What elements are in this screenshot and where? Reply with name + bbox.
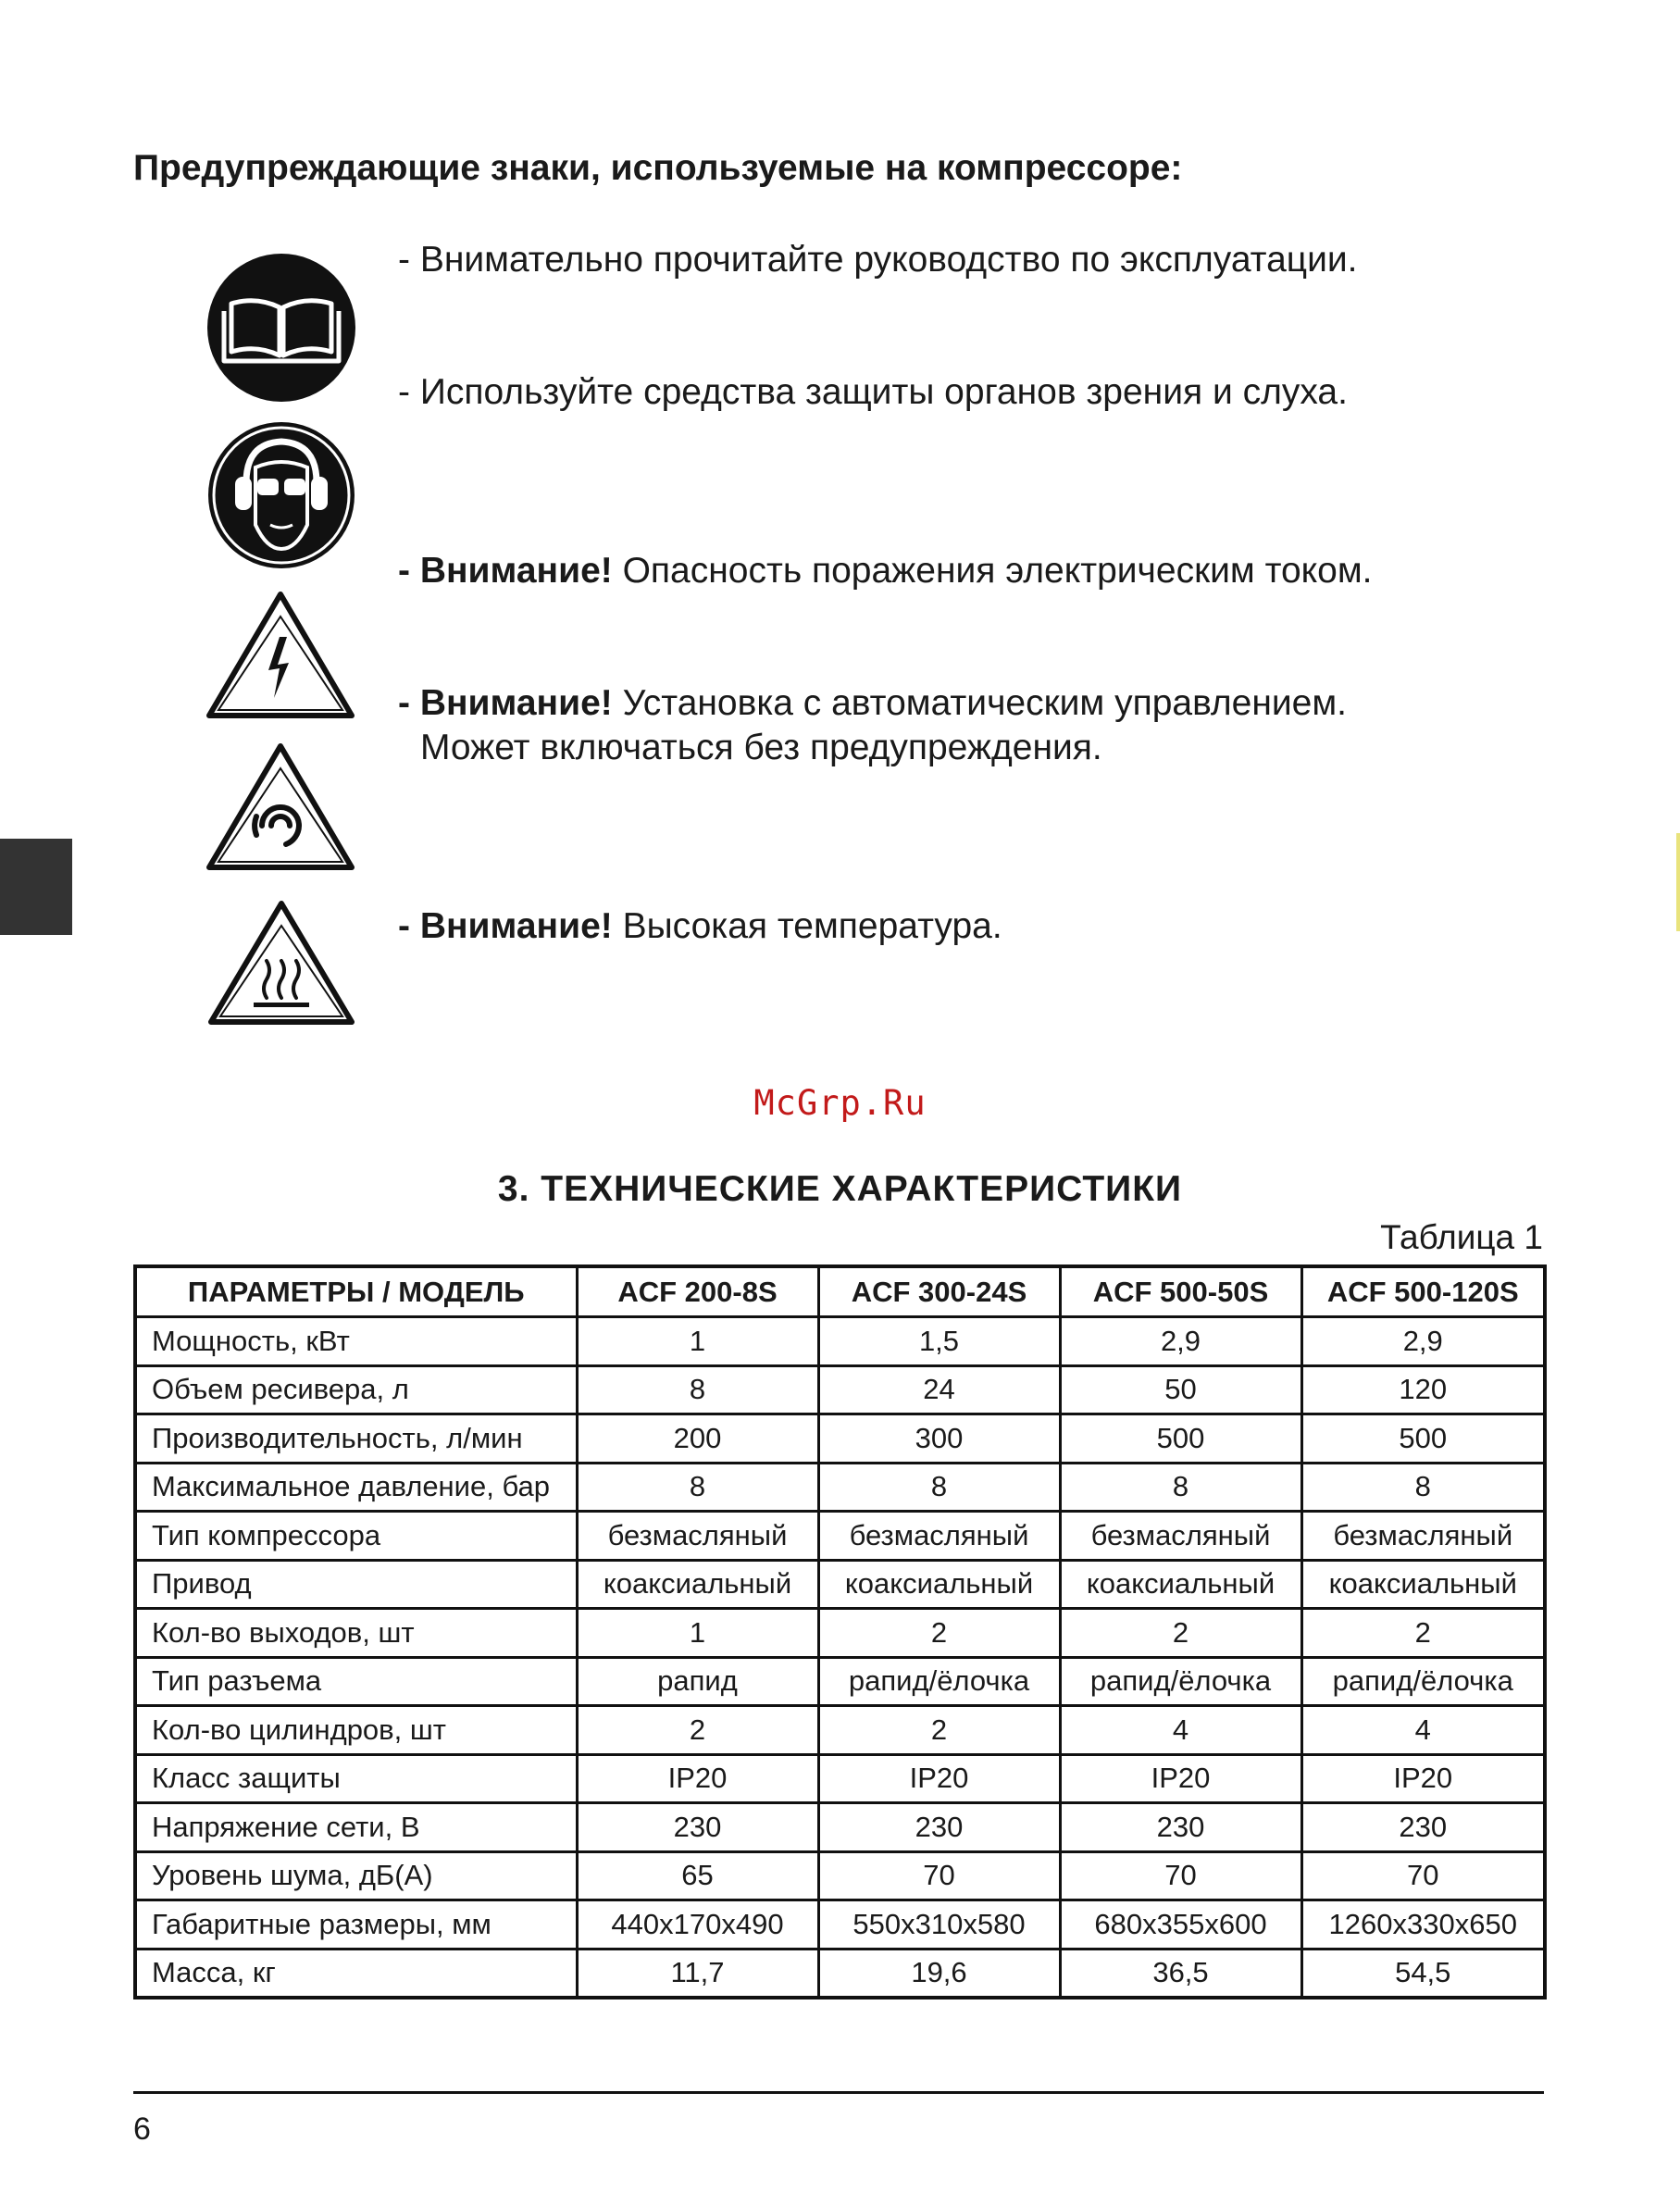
value-cell: рапид/ёлочка <box>1301 1657 1545 1706</box>
value-cell: 230 <box>1301 1803 1545 1852</box>
table-row <box>135 1754 1545 1803</box>
watermark: McGrp.Ru <box>753 1083 927 1123</box>
value-cell: 230 <box>818 1803 1060 1852</box>
header-cell-model: ACF 300-24S <box>818 1266 1060 1317</box>
value-cell: 500 <box>1060 1414 1301 1464</box>
table-label: Таблица 1 <box>1380 1218 1543 1256</box>
value-cell: 65 <box>577 1851 818 1900</box>
section-side-tab <box>0 839 72 935</box>
table-row <box>135 1463 1545 1512</box>
value-cell: 440x170x490 <box>577 1900 818 1950</box>
table-row <box>135 1900 1545 1950</box>
value-cell: 70 <box>1060 1851 1301 1900</box>
value-cell: IP20 <box>818 1754 1060 1803</box>
value-cell: безмасляный <box>818 1512 1060 1561</box>
value-cell: 2 <box>818 1609 1060 1658</box>
value-cell: 8 <box>577 1463 818 1512</box>
value-cell: 120 <box>1301 1365 1545 1414</box>
value-cell: рапид <box>577 1657 818 1706</box>
parameter-cell: Масса, кг <box>135 1949 577 1998</box>
parameter-cell: Мощность, кВт <box>135 1317 577 1366</box>
parameter-cell: Уровень шума, дБ(А) <box>135 1851 577 1900</box>
warning-text-protection: - Используйте средства защиты органов зрения и слуха. <box>398 372 1348 412</box>
table-row <box>135 1949 1545 1998</box>
value-cell: 36,5 <box>1060 1949 1301 1998</box>
value-cell: коаксиальный <box>818 1560 1060 1609</box>
value-cell: 2 <box>1060 1609 1301 1658</box>
table-row <box>135 1657 1545 1706</box>
parameter-cell: Кол-во выходов, шт <box>135 1609 577 1658</box>
section-title: 3. ТЕХНИЧЕСКИЕ ХАРАКТЕРИСТИКИ <box>497 1169 1183 1209</box>
value-cell: 230 <box>577 1803 818 1852</box>
value-cell: 8 <box>818 1463 1060 1512</box>
table-row <box>135 1560 1545 1609</box>
header-cell-model: ACF 500-120S <box>1301 1266 1545 1317</box>
value-cell: коаксиальный <box>1060 1560 1301 1609</box>
value-cell: коаксиальный <box>1301 1560 1545 1609</box>
value-cell: 8 <box>577 1365 818 1414</box>
warning-signs-heading: Предупреждающие знаки, используемые на компрессоре: <box>133 148 1183 188</box>
value-cell: 2 <box>818 1706 1060 1755</box>
value-cell: 1 <box>577 1317 818 1366</box>
value-cell: 200 <box>577 1414 818 1464</box>
value-cell: 24 <box>818 1365 1060 1414</box>
automatic-start-warning-icon <box>204 741 357 872</box>
specifications-table <box>133 1264 1547 1999</box>
value-cell: 500 <box>1301 1414 1545 1464</box>
warning-text-electric: - Внимание! Опасность поражения электрическим током. <box>398 551 1373 591</box>
value-cell: 54,5 <box>1301 1949 1545 1998</box>
value-cell: 11,7 <box>577 1949 818 1998</box>
value-cell: 300 <box>818 1414 1060 1464</box>
value-cell: 230 <box>1060 1803 1301 1852</box>
page-number: 6 <box>133 2112 151 2147</box>
page-edge-mark <box>1676 833 1680 931</box>
value-cell: 4 <box>1301 1706 1545 1755</box>
value-cell: 19,6 <box>818 1949 1060 1998</box>
value-cell: 2 <box>577 1706 818 1755</box>
value-cell: 8 <box>1060 1463 1301 1512</box>
table-row <box>135 1414 1545 1464</box>
parameter-cell: Привод <box>135 1560 577 1609</box>
value-cell: безмасляный <box>1060 1512 1301 1561</box>
table-row <box>135 1365 1545 1414</box>
value-cell: 2,9 <box>1301 1317 1545 1366</box>
table-row <box>135 1803 1545 1852</box>
value-cell: 1 <box>577 1609 818 1658</box>
value-cell: 2,9 <box>1060 1317 1301 1366</box>
value-cell: 8 <box>1301 1463 1545 1512</box>
value-cell: 1,5 <box>818 1317 1060 1366</box>
parameter-cell: Тип разъема <box>135 1657 577 1706</box>
hot-surface-warning-icon <box>205 898 357 1028</box>
warning-text-autostart-line2: Может включаться без предупреждения. <box>420 728 1102 767</box>
value-cell: 2 <box>1301 1609 1545 1658</box>
warning-text-hot: - Внимание! Высокая температура. <box>398 906 1002 946</box>
parameter-cell: Габаритные размеры, мм <box>135 1900 577 1950</box>
parameter-cell: Тип компрессора <box>135 1512 577 1561</box>
value-cell: IP20 <box>1301 1754 1545 1803</box>
eye-ear-protection-icon <box>205 421 357 569</box>
table-row <box>135 1512 1545 1561</box>
value-cell: рапид/ёлочка <box>1060 1657 1301 1706</box>
value-cell: IP20 <box>577 1754 818 1803</box>
table-row <box>135 1317 1545 1366</box>
electric-shock-warning-icon <box>204 589 357 720</box>
table-row <box>135 1851 1545 1900</box>
parameter-cell: Объем ресивера, л <box>135 1365 577 1414</box>
value-cell: 70 <box>1301 1851 1545 1900</box>
value-cell: 680x355x600 <box>1060 1900 1301 1950</box>
value-cell: коаксиальный <box>577 1560 818 1609</box>
value-cell: безмасляный <box>1301 1512 1545 1561</box>
footer-rule <box>133 2091 1544 2094</box>
table-row <box>135 1706 1545 1755</box>
parameter-cell: Напряжение сети, В <box>135 1803 577 1852</box>
parameter-cell: Кол-во цилиндров, шт <box>135 1706 577 1755</box>
table-row <box>135 1609 1545 1658</box>
value-cell: IP20 <box>1060 1754 1301 1803</box>
parameter-cell: Производительность, л/мин <box>135 1414 577 1464</box>
warning-text-autostart: - Внимание! Установка с автоматическим управлением. <box>398 683 1348 723</box>
header-cell-model: ACF 200-8S <box>577 1266 818 1317</box>
value-cell: 70 <box>818 1851 1060 1900</box>
header-cell-model: ACF 500-50S <box>1060 1266 1301 1317</box>
value-cell: 50 <box>1060 1365 1301 1414</box>
header-cell-parameters: ПАРАМЕТРЫ / МОДЕЛЬ <box>135 1266 577 1317</box>
value-cell: 1260x330x650 <box>1301 1900 1545 1950</box>
value-cell: рапид/ёлочка <box>818 1657 1060 1706</box>
parameter-cell: Класс защиты <box>135 1754 577 1803</box>
warning-text-read-manual: - Внимательно прочитайте руководство по эксплуатации. <box>398 240 1358 280</box>
table-header-row <box>135 1266 1545 1317</box>
value-cell: безмасляный <box>577 1512 818 1561</box>
parameter-cell: Максимальное давление, бар <box>135 1463 577 1512</box>
value-cell: 550x310x580 <box>818 1900 1060 1950</box>
value-cell: 4 <box>1060 1706 1301 1755</box>
read-manual-icon <box>205 252 357 404</box>
